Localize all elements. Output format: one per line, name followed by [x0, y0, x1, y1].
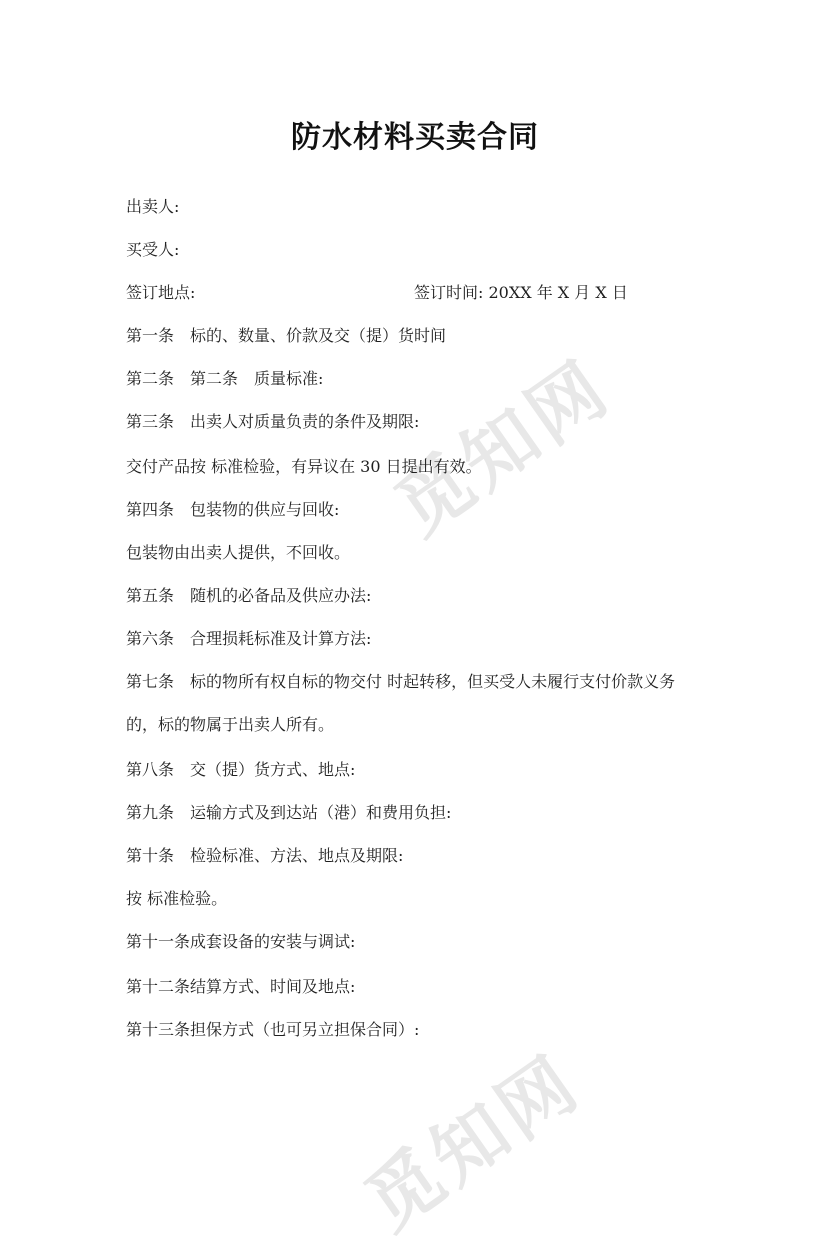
clause-line: 第二条 第二条 质量标准:: [126, 369, 324, 388]
clause-line: 第十二条结算方式、时间及地点:: [126, 977, 356, 996]
clause-line: 第一条 标的、数量、价款及交（提）货时间: [126, 326, 447, 345]
document-title: 防水材料买卖合同: [291, 120, 539, 155]
clause-line: 第十一条成套设备的安装与调试:: [126, 932, 356, 951]
watermark-bottom: 觅知网: [350, 1038, 597, 1247]
clause-line: 第八条 交（提）货方式、地点:: [126, 760, 356, 779]
clause-line: 的，标的物属于出卖人所有。: [126, 715, 335, 734]
sign-time-line: 签订时间: 20XX 年 X 月 X 日: [414, 283, 628, 302]
clause-line: 第四条 包装物的供应与回收:: [126, 500, 340, 519]
clause-line: 第七条 标的物所有权自标的物交付 时起转移，但买受人未履行支付价款义务: [126, 672, 676, 691]
seller-line: 出卖人:: [126, 197, 180, 216]
clause-line: 第五条 随机的必备品及供应办法:: [126, 586, 372, 605]
clause-line: 第九条 运输方式及到达站（港）和费用负担:: [126, 803, 452, 822]
clause-line: 按 标准检验。: [126, 889, 228, 908]
clause-line: 第十三条担保方式（也可另立担保合同）:: [126, 1020, 420, 1039]
buyer-line: 买受人:: [126, 240, 180, 259]
clause-line: 交付产品按 标准检验，有异议在 30 日提出有效。: [126, 457, 482, 476]
sign-place-line: 签订地点:: [126, 283, 196, 302]
clause-line: 第三条 出卖人对质量负责的条件及期限:: [126, 412, 420, 431]
watermark-top: 觅知网: [380, 343, 627, 552]
clause-line: 第六条 合理损耗标准及计算方法:: [126, 629, 372, 648]
clause-line: 包装物由出卖人提供，不回收。: [126, 543, 351, 562]
clause-line: 第十条 检验标准、方法、地点及期限:: [126, 846, 404, 865]
